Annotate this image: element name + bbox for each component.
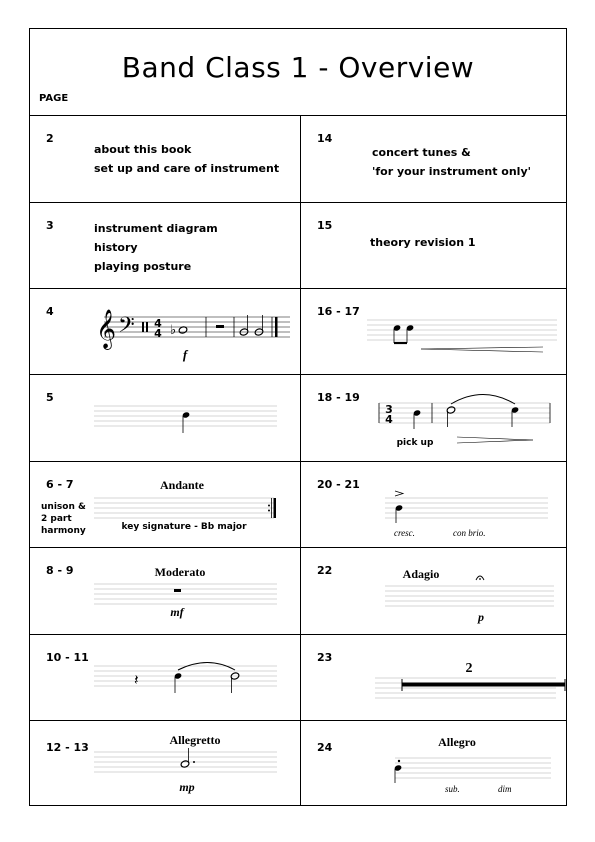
page-number: 6 - 7 <box>46 478 74 491</box>
tempo-marking: Allegretto <box>169 733 221 747</box>
cell-page-15 <box>301 203 571 289</box>
cell-text <box>372 143 531 181</box>
page-title: Band Class 1 - Overview <box>121 51 475 84</box>
overview-page <box>29 28 567 806</box>
page-number: 3 <box>46 219 54 232</box>
music-notation <box>301 635 571 721</box>
page-number: 10 - 11 <box>46 651 89 664</box>
text-line: concert tunes & <box>372 146 471 159</box>
flat-icon: ♭ <box>170 323 177 338</box>
cell-page-12-13 <box>30 721 300 807</box>
header <box>30 29 566 116</box>
side-note-line: harmony <box>41 526 86 536</box>
key-signature-label: key signature - Bb major <box>121 522 247 532</box>
multi-measure-rest-icon <box>402 683 565 687</box>
time-signature-top: 3 <box>385 403 393 416</box>
cell-page-6-7 <box>30 462 300 548</box>
page-number: 12 - 13 <box>46 741 89 754</box>
dynamic-marking: f <box>182 347 188 362</box>
cell-page-22 <box>301 548 571 634</box>
side-note-line: 2 part <box>41 514 72 524</box>
music-notation <box>30 721 300 807</box>
page-number: 4 <box>46 305 54 318</box>
cell-page-4 <box>30 289 300 375</box>
text-line: history <box>94 241 138 254</box>
time-signature-bottom: 4 <box>154 327 162 340</box>
dim-marking: dim <box>498 784 512 794</box>
page-number: 8 - 9 <box>46 564 74 577</box>
page-number: 2 <box>46 132 54 145</box>
cell-page-2 <box>30 116 300 202</box>
music-notation <box>30 289 300 375</box>
music-notation <box>301 721 571 807</box>
sub-marking: sub. <box>445 784 460 794</box>
accent-icon <box>395 491 403 496</box>
cell-page-3 <box>30 203 300 289</box>
tempo-marking: Adagio <box>402 567 440 581</box>
text-line: 'for your instrument only' <box>372 165 531 178</box>
text-line: playing posture <box>94 260 192 273</box>
music-notation <box>301 375 571 461</box>
tempo-marking: Allegro <box>438 735 476 749</box>
page-number: 24 <box>317 741 333 754</box>
cell-page-14 <box>301 116 571 202</box>
music-notation <box>30 462 300 548</box>
treble-clef-icon: 𝄞 <box>96 309 117 349</box>
page-number: 5 <box>46 391 54 404</box>
cell-page-24 <box>301 721 571 807</box>
page-number: 20 - 21 <box>317 478 360 491</box>
multi-measure-rest-count: 2 <box>465 661 473 676</box>
cell-text <box>94 219 218 276</box>
side-note-line: unison & <box>41 502 86 512</box>
music-notation <box>30 375 300 461</box>
text-line: set up and care of instrument <box>94 162 280 175</box>
music-notation <box>301 548 571 634</box>
page-number: 18 - 19 <box>317 391 360 404</box>
cell-text <box>94 140 279 178</box>
music-notation <box>30 548 300 634</box>
page-number: 16 - 17 <box>317 305 360 318</box>
tempo-marking: Moderato <box>154 565 206 579</box>
page-column-label: PAGE <box>39 93 69 104</box>
page-number: 15 <box>317 219 333 232</box>
time-signature-top: 4 <box>154 317 162 330</box>
music-notation <box>301 462 571 548</box>
page-number: 22 <box>317 564 333 577</box>
quarter-rest-icon: 𝄽 <box>134 671 139 689</box>
cell-page-16-17 <box>301 289 571 375</box>
cell-page-8-9 <box>30 548 300 634</box>
cell-text <box>370 233 476 252</box>
text-line: instrument diagram <box>94 222 218 235</box>
cell-page-5 <box>30 375 300 461</box>
whole-rest-icon <box>216 325 224 328</box>
text-line: about this book <box>94 143 192 156</box>
dynamic-marking: p <box>478 610 484 624</box>
dynamic-marking: mp <box>179 780 195 794</box>
cell-page-20-21 <box>301 462 571 548</box>
page-number: 14 <box>317 132 333 145</box>
half-rest-icon <box>174 589 181 592</box>
music-notation <box>30 635 300 721</box>
time-signature-bottom: 4 <box>385 413 393 426</box>
con-brio-marking: con brio. <box>453 528 486 538</box>
cresc-marking: cresc. <box>394 528 415 538</box>
page-number: 23 <box>317 651 333 664</box>
cell-page-23 <box>301 635 571 721</box>
cell-page-10-11 <box>30 635 300 721</box>
text-line: theory revision 1 <box>370 236 476 249</box>
bass-clef-icon: 𝄢 <box>118 313 135 343</box>
music-notation <box>301 289 571 375</box>
dynamic-marking: mf <box>170 605 184 619</box>
staccato-icon <box>398 760 400 762</box>
pick-up-label: pick up <box>396 438 434 448</box>
cell-page-18-19 <box>301 375 571 461</box>
tempo-marking: Andante <box>159 478 205 492</box>
